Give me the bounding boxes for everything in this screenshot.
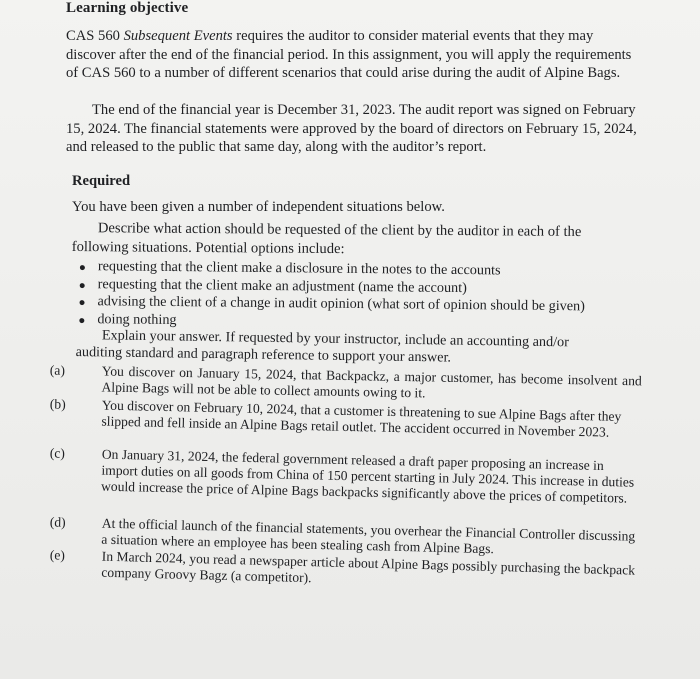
situation-text: At the official launch of the financial statements, you overhear the Financial Controller discussing a situation where an employee has been stealing cash from Alpine Bags. (101, 515, 636, 557)
situation-label: (b) (49, 396, 66, 412)
required-instruction: Describe what action should be requested of the client by the auditor in each of the following situations. Potential options include: (71, 220, 582, 257)
intro-paragraph (66, 27, 646, 83)
list-item: requesting that the client make a disclosure in the notes to the accounts (76, 258, 586, 281)
options-list (75, 258, 585, 333)
situation-text: On January 31, 2024, the federal government released a draft paper proposing an increase in import duties on all goods from China of 150 percent starting in July 2024. This increase in duties would increase the price of Alpine Bags backpacks significantly above the prices of competitors. (100, 446, 635, 506)
situation-label: (e) (49, 547, 66, 563)
situation-label: (a) (49, 362, 66, 378)
standard-title: Subsequent Events (123, 28, 233, 44)
list-item: doing nothing (75, 310, 585, 333)
dates-paragraph: The end of the financial year is December 31, 2023. The audit report was signed on February 15, 2024. The financial statements were approved by the board of directors on February 15, 2024, and released to the public that same day, along with the auditor’s report. (66, 102, 637, 155)
situation-b (49, 396, 637, 441)
situation-c (49, 445, 637, 506)
situation-text: You discover on January 15, 2024, that Backpackz, a major customer, has become insolvent and Alpine Bags will not be able to collect amounts owing to it. (101, 363, 642, 401)
situation-text: You discover on February 10, 2024, that a customer is threatening to sue Alpine Bags after they slipped and fell inside an Alpine Bags retail outlet. The accident occurred in November 2023. (101, 397, 622, 440)
situation-label: (c) (49, 445, 66, 461)
list-item: requesting that the client make an adjustment (name the account) (76, 275, 586, 298)
list-item: advising the client of a change in audit opinion (what sort of opinion should be given) (75, 293, 585, 316)
section-heading: Learning objective (66, 0, 189, 16)
explain-paragraph: Explain your answer. If requested by your instructor, include an accounting and/or auditing standard and paragraph reference to support your answer. (75, 327, 570, 366)
intro-prefix: CAS 560 (66, 28, 124, 44)
situation-label: (d) (49, 514, 66, 530)
intro-rest: requires the auditor to consider material events that they may discover after the end of the financial period. In this assignment, you will apply the requirements of CAS 560 to a number of different scenarios that could arise during the audit of Alpine Bags. (66, 28, 632, 81)
situation-text: In March 2024, you read a newspaper article about Alpine Bags possibly purchasing the backpack company Groovy Bagz (a competitor). (101, 548, 636, 585)
required-intro: You have been given a number of independent situations below. (72, 199, 445, 215)
required-heading: Required (72, 173, 131, 189)
